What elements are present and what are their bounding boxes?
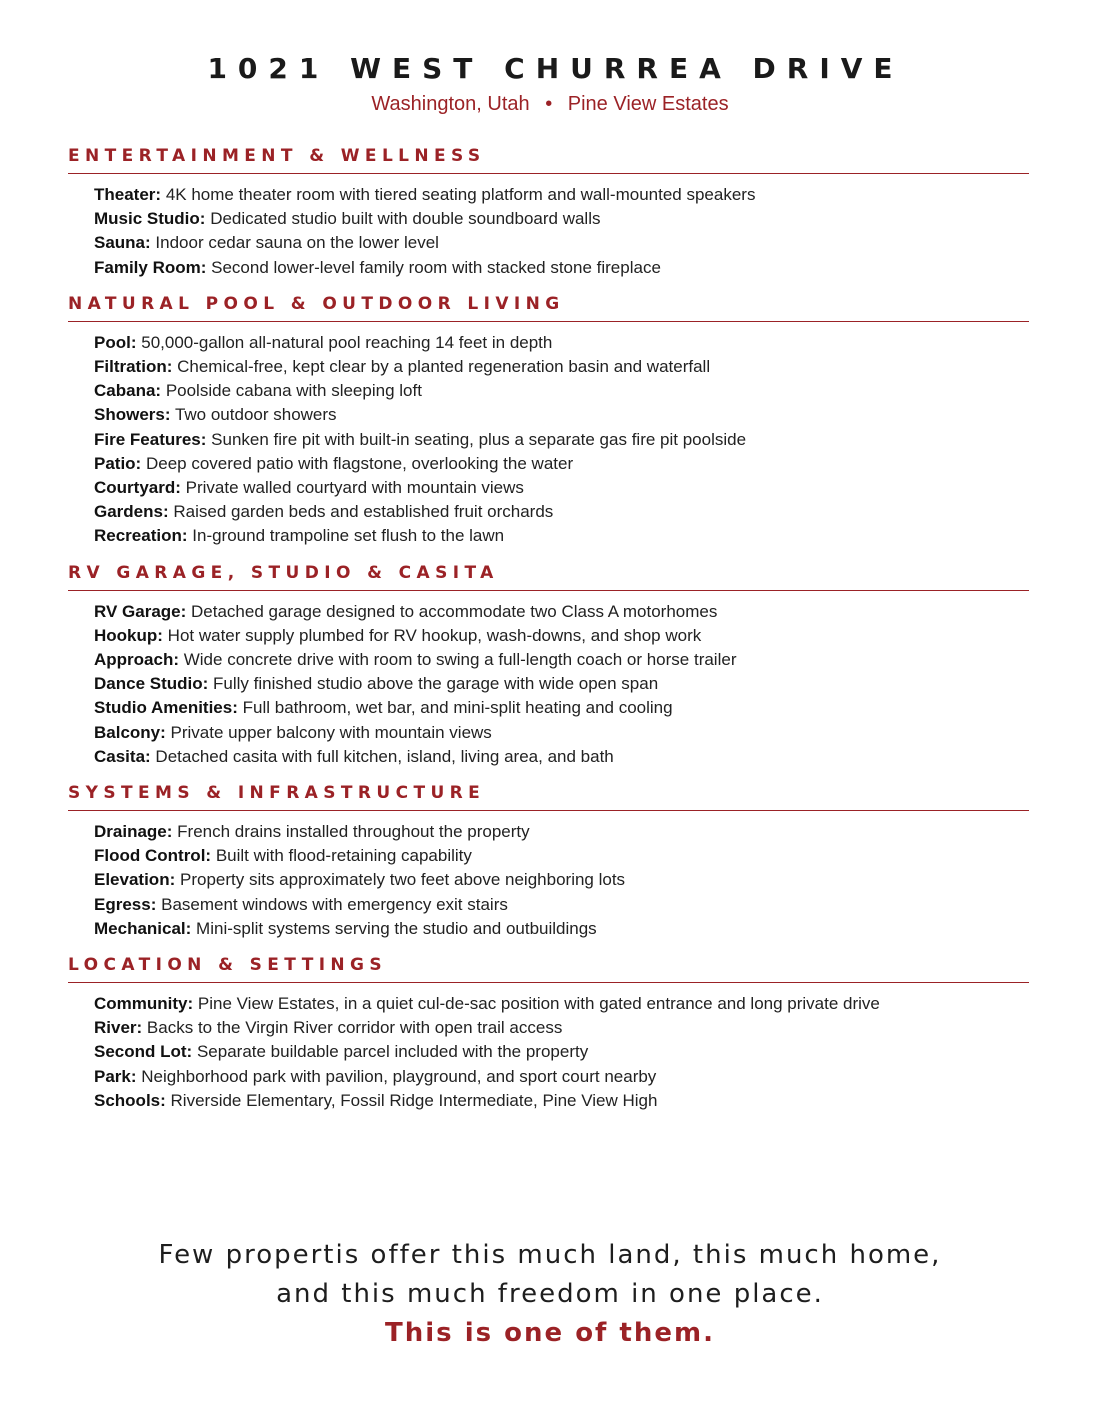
feature-label: Balcony: xyxy=(94,722,166,742)
feature-label: Community: xyxy=(94,994,194,1014)
feature-item xyxy=(94,696,1029,720)
feature-description: French drains installed throughout the property xyxy=(177,822,530,842)
feature-description: Sunken fire pit with built-in seating, plus a separate gas fire pit poolside xyxy=(211,429,747,449)
feature-label: Family Room: xyxy=(94,257,207,277)
feature-description: Hot water supply plumbed for RV hookup, wash-downs, and shop work xyxy=(167,625,702,645)
feature-description: 4K home theater room with tiered seating platform and wall-mounted speakers xyxy=(165,185,756,204)
feature-description: 50,000-gallon all-natural pool reaching 14 feet in depth xyxy=(141,332,553,352)
feature-label: Dance Studio: xyxy=(94,674,209,694)
feature-item xyxy=(94,868,1029,892)
feature-item xyxy=(94,231,1029,255)
closing-tagline: This is one of them. xyxy=(385,1318,715,1348)
feature-item xyxy=(94,672,1029,696)
feature-description: Full bathroom, wet bar, and mini-split heating and cooling xyxy=(242,698,673,718)
feature-description: Riverside Elementary, Fossil Ridge Intermediate, Pine View High xyxy=(170,1090,658,1110)
feature-item xyxy=(94,648,1029,672)
feature-item xyxy=(94,452,1029,476)
feature-description: Pine View Estates, in a quiet cul-de-sac position with gated entrance and long private drive xyxy=(197,994,880,1014)
feature-label: Courtyard: xyxy=(94,478,181,498)
closing-line-2: and this much freedom in one place. xyxy=(276,1279,824,1309)
feature-label: Showers: xyxy=(94,405,171,425)
section-heading: RV GARAGE, STUDIO & CASITA xyxy=(68,563,1029,591)
feature-label: Recreation: xyxy=(94,526,188,546)
community-label: Pine View Estates xyxy=(567,93,729,115)
feature-description: Private walled courtyard with mountain views xyxy=(185,478,524,498)
feature-label: Gardens: xyxy=(94,502,169,522)
feature-label: Cabana: xyxy=(94,381,162,401)
feature-description: Wide concrete drive with room to swing a full-length coach or horse trailer xyxy=(183,650,737,670)
feature-item xyxy=(94,500,1029,524)
feature-section xyxy=(68,955,1029,1127)
feature-label: Flood Control: xyxy=(94,846,212,866)
feature-label: Music Studio: xyxy=(94,209,206,229)
feature-label: Egress: xyxy=(94,894,157,914)
section-heading: ENTERTAINMENT & WELLNESS xyxy=(68,146,1029,174)
feature-description: Built with flood-retaining capability xyxy=(215,846,472,866)
feature-label: Second Lot: xyxy=(94,1042,193,1062)
feature-label: Pool: xyxy=(94,332,137,352)
feature-label: Studio Amenities: xyxy=(94,698,238,718)
feature-description: Mini-split systems serving the studio and outbuildings xyxy=(196,918,597,938)
feature-label: Casita: xyxy=(94,746,151,766)
feature-list xyxy=(68,591,1029,783)
section-heading: LOCATION & SETTINGS xyxy=(68,955,1029,983)
feature-label: Elevation: xyxy=(94,870,176,890)
feature-item xyxy=(94,183,1029,207)
feature-description: Backs to the Virgin River corridor with open trail access xyxy=(146,1018,563,1038)
feature-description: In-ground trampoline set flush to the lawn xyxy=(192,526,505,546)
feature-label: Park: xyxy=(94,1066,137,1086)
city-label: Washington, Utah xyxy=(371,93,530,115)
feature-sections xyxy=(68,146,1029,1127)
feature-list xyxy=(68,322,1029,563)
feature-description: Deep covered patio with flagstone, overlooking the water xyxy=(145,453,574,473)
feature-item xyxy=(94,1065,1029,1089)
feature-list xyxy=(68,983,1029,1127)
feature-label: Hookup: xyxy=(94,625,163,645)
feature-description: Chemical-free, kept clear by a planted regeneration basin and waterfall xyxy=(177,357,711,377)
bullet-separator: • xyxy=(545,93,553,115)
feature-section xyxy=(68,783,1029,955)
feature-section xyxy=(68,146,1029,294)
feature-item xyxy=(94,379,1029,403)
feature-description: Poolside cabana with sleeping loft xyxy=(165,381,422,401)
closing-line-1: Few propertis offer this much land, this much home, xyxy=(158,1240,942,1270)
feature-item xyxy=(94,355,1029,379)
feature-section xyxy=(68,563,1029,783)
feature-label: RV Garage: xyxy=(94,601,187,621)
feature-label: Fire Features: xyxy=(94,429,207,449)
feature-description: Detached casita with full kitchen, island, living area, and bath xyxy=(155,746,614,766)
feature-label: Filtration: xyxy=(94,357,173,377)
feature-item xyxy=(94,917,1029,941)
feature-label: River: xyxy=(94,1018,143,1038)
feature-item xyxy=(94,256,1029,280)
feature-list xyxy=(68,811,1029,955)
feature-description: Indoor cedar sauna on the lower level xyxy=(155,233,439,253)
feature-item xyxy=(94,721,1029,745)
feature-description: Dedicated studio built with double soundboard walls xyxy=(210,209,601,229)
feature-description: Fully finished studio above the garage with wide open span xyxy=(213,674,659,694)
feature-label: Patio: xyxy=(94,453,142,473)
feature-item xyxy=(94,403,1029,427)
feature-description: Detached garage designed to accommodate two Class A motorhomes xyxy=(191,601,718,621)
page-header xyxy=(0,52,1100,116)
feature-label: Schools: xyxy=(94,1090,166,1110)
feature-item xyxy=(94,1089,1029,1113)
closing-statement xyxy=(0,1236,1100,1353)
feature-item xyxy=(94,1040,1029,1064)
feature-description: Neighborhood park with pavilion, playground, and sport court nearby xyxy=(141,1066,657,1086)
feature-item xyxy=(94,745,1029,769)
feature-description: Second lower-level family room with stacked stone fireplace xyxy=(211,257,661,277)
feature-item xyxy=(94,624,1029,648)
feature-description: Property sits approximately two feet above neighboring lots xyxy=(179,870,626,890)
feature-description: Private upper balcony with mountain views xyxy=(170,722,492,742)
feature-label: Approach: xyxy=(94,650,179,670)
feature-item xyxy=(94,476,1029,500)
property-address-title: 1021 WEST CHURREA DRIVE xyxy=(207,52,904,85)
feature-item xyxy=(94,331,1029,355)
feature-list xyxy=(68,174,1029,294)
feature-item xyxy=(94,524,1029,548)
feature-item xyxy=(94,207,1029,231)
feature-section xyxy=(68,294,1029,563)
location-subtitle xyxy=(0,93,1100,116)
feature-item xyxy=(94,820,1029,844)
feature-description: Separate buildable parcel included with the property xyxy=(196,1042,589,1062)
section-heading: NATURAL POOL & OUTDOOR LIVING xyxy=(68,294,1029,322)
feature-item xyxy=(94,992,1029,1016)
feature-item xyxy=(94,1016,1029,1040)
feature-item xyxy=(94,844,1029,868)
feature-item xyxy=(94,428,1029,452)
feature-description: Basement windows with emergency exit stairs xyxy=(161,894,508,914)
feature-description: Two outdoor showers xyxy=(174,405,337,425)
feature-item xyxy=(94,893,1029,917)
section-heading: SYSTEMS & INFRASTRUCTURE xyxy=(68,783,1029,811)
feature-description: Raised garden beds and established fruit orchards xyxy=(173,502,554,522)
feature-label: Theater: xyxy=(94,185,162,204)
feature-label: Sauna: xyxy=(94,233,151,253)
feature-label: Mechanical: xyxy=(94,918,192,938)
feature-label: Drainage: xyxy=(94,822,173,842)
feature-item xyxy=(94,600,1029,624)
